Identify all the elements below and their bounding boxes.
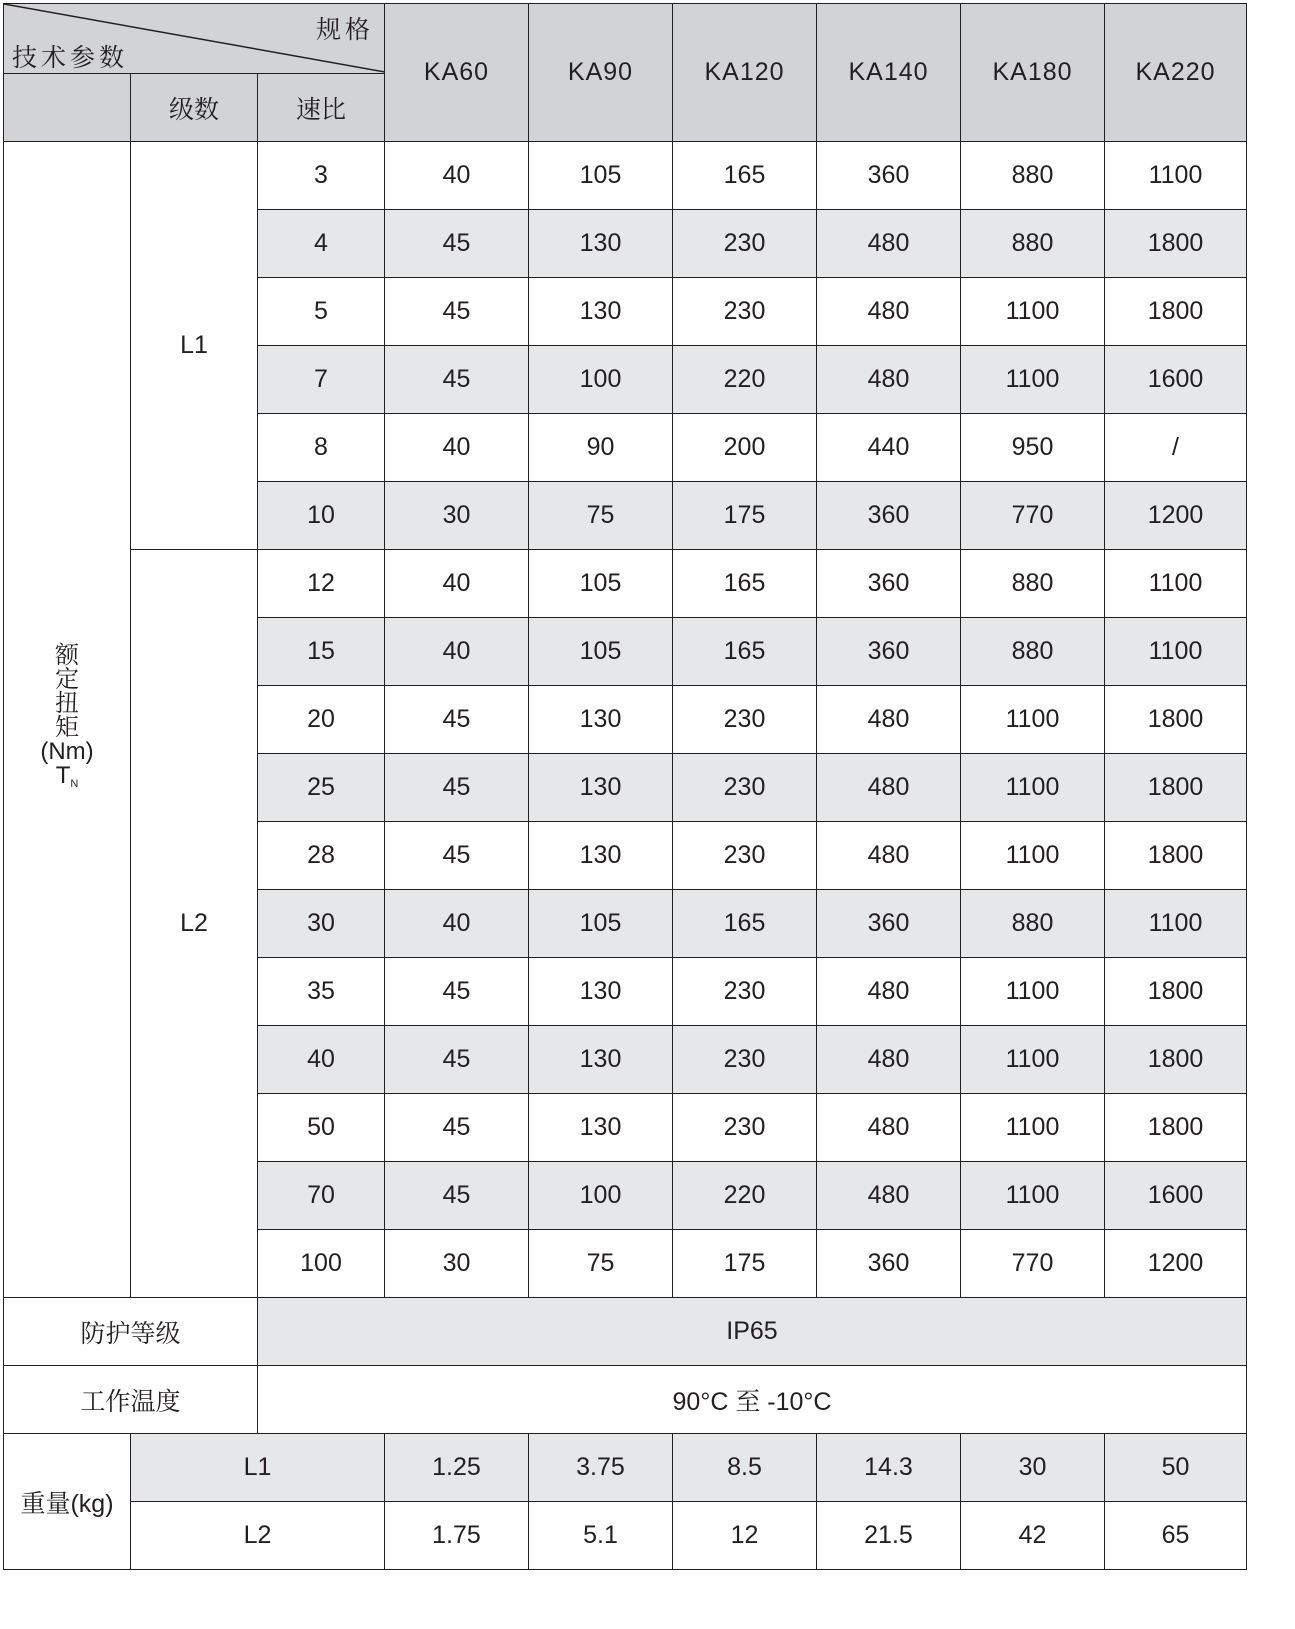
rated-torque-text [40, 641, 94, 796]
torque-value-cell: 480 [817, 1162, 961, 1230]
ratio-header: 速比 [258, 74, 385, 142]
ratio-cell: 50 [258, 1094, 385, 1162]
torque-value-cell: 45 [385, 686, 529, 754]
torque-value-cell: 130 [529, 822, 673, 890]
torque-value-cell: 220 [673, 1162, 817, 1230]
protection-value: IP65 [258, 1298, 1247, 1366]
torque-value-cell: 1100 [961, 754, 1105, 822]
torque-value-cell: 175 [673, 482, 817, 550]
torque-value-cell: 130 [529, 278, 673, 346]
weight-value-cell: 8.5 [673, 1434, 817, 1502]
tech-params-label: 技术参数 [12, 44, 129, 72]
torque-value-cell: 1100 [961, 686, 1105, 754]
temperature-value: 90°C 至 -10°C [258, 1366, 1247, 1434]
ratio-cell: 3 [258, 142, 385, 210]
torque-value-cell: 230 [673, 822, 817, 890]
torque-value-cell: 480 [817, 1094, 961, 1162]
torque-value-cell: 230 [673, 958, 817, 1026]
torque-value-cell: 1800 [1105, 754, 1247, 822]
spec-label: 规格 [315, 16, 374, 44]
torque-symbol-sub: N [70, 777, 79, 790]
torque-label-char: 矩 [55, 713, 79, 741]
table-body [4, 142, 1247, 1570]
torque-value-cell: 1200 [1105, 482, 1247, 550]
weight-value-cell: 12 [673, 1502, 817, 1570]
torque-value-cell: 130 [529, 958, 673, 1026]
stage-cell: L1 [131, 142, 258, 550]
torque-value-cell: 45 [385, 1094, 529, 1162]
torque-value-cell: 480 [817, 278, 961, 346]
weight-row [4, 1434, 1247, 1502]
torque-value-cell: 440 [817, 414, 961, 482]
ratio-cell: 30 [258, 890, 385, 958]
torque-value-cell: 230 [673, 754, 817, 822]
torque-value-cell: 1100 [961, 1026, 1105, 1094]
weight-stage-cell: L1 [131, 1434, 385, 1502]
torque-value-cell: 1800 [1105, 822, 1247, 890]
torque-value-cell: 45 [385, 1162, 529, 1230]
protection-label: 防护等级 [4, 1298, 258, 1366]
ratio-cell: 10 [258, 482, 385, 550]
torque-value-cell: 100 [529, 346, 673, 414]
torque-value-cell: 45 [385, 958, 529, 1026]
torque-value-cell: 360 [817, 618, 961, 686]
torque-value-cell: 1100 [1105, 618, 1247, 686]
torque-value-cell: 45 [385, 278, 529, 346]
torque-label-char: 定 [55, 665, 79, 693]
torque-value-cell: 880 [961, 142, 1105, 210]
weight-row [4, 1502, 1247, 1570]
stage-header: 级数 [131, 74, 258, 142]
torque-value-cell: 45 [385, 346, 529, 414]
torque-value-cell: 45 [385, 754, 529, 822]
ratio-cell: 35 [258, 958, 385, 1026]
corner-cell [4, 4, 385, 74]
torque-value-cell: 130 [529, 1026, 673, 1094]
torque-value-cell: 165 [673, 618, 817, 686]
ratio-cell: 40 [258, 1026, 385, 1094]
torque-value-cell: 1800 [1105, 686, 1247, 754]
torque-value-cell: 1100 [1105, 550, 1247, 618]
torque-value-cell: 130 [529, 210, 673, 278]
weight-value-cell: 42 [961, 1502, 1105, 1570]
torque-value-cell: 40 [385, 414, 529, 482]
weight-stage-cell: L2 [131, 1502, 385, 1570]
torque-value-cell: 230 [673, 1026, 817, 1094]
blank-header-cell [4, 74, 131, 142]
rated-torque-label [4, 142, 131, 1298]
torque-label-char: 额 [55, 641, 79, 669]
model-header: KA60 [385, 4, 529, 142]
weight-value-cell: 1.25 [385, 1434, 529, 1502]
torque-value-cell: 40 [385, 550, 529, 618]
ratio-cell: 8 [258, 414, 385, 482]
torque-value-cell: 45 [385, 1026, 529, 1094]
model-header: KA90 [529, 4, 673, 142]
model-header: KA120 [673, 4, 817, 142]
torque-value-cell: 880 [961, 210, 1105, 278]
ratio-cell: 28 [258, 822, 385, 890]
ratio-cell: 5 [258, 278, 385, 346]
protection-row [4, 1298, 1247, 1366]
torque-value-cell: 880 [961, 618, 1105, 686]
torque-value-cell: 105 [529, 618, 673, 686]
torque-value-cell: 480 [817, 822, 961, 890]
torque-value-cell: 360 [817, 1230, 961, 1298]
torque-value-cell: 480 [817, 958, 961, 1026]
torque-value-cell: 1100 [1105, 142, 1247, 210]
ratio-cell: 100 [258, 1230, 385, 1298]
torque-value-cell: 230 [673, 1094, 817, 1162]
ratio-cell: 7 [258, 346, 385, 414]
ratio-cell: 4 [258, 210, 385, 278]
torque-value-cell: 950 [961, 414, 1105, 482]
weight-value-cell: 1.75 [385, 1502, 529, 1570]
model-header: KA180 [961, 4, 1105, 142]
weight-value-cell: 30 [961, 1434, 1105, 1502]
torque-value-cell: 105 [529, 142, 673, 210]
ratio-cell: 15 [258, 618, 385, 686]
torque-value-cell: 1100 [1105, 890, 1247, 958]
torque-value-cell: 360 [817, 482, 961, 550]
weight-value-cell: 65 [1105, 1502, 1247, 1570]
torque-symbol-main: T [55, 761, 71, 789]
torque-value-cell: 360 [817, 142, 961, 210]
torque-value-cell: 40 [385, 142, 529, 210]
torque-value-cell: 1800 [1105, 958, 1247, 1026]
torque-value-cell: 165 [673, 890, 817, 958]
stage-cell: L2 [131, 550, 258, 1298]
model-header: KA140 [817, 4, 961, 142]
torque-symbol [40, 761, 93, 796]
model-header: KA220 [1105, 4, 1247, 142]
ratio-cell: 25 [258, 754, 385, 822]
torque-value-cell: 165 [673, 142, 817, 210]
torque-value-cell: 360 [817, 550, 961, 618]
weight-value-cell: 21.5 [817, 1502, 961, 1570]
torque-value-cell: 1200 [1105, 1230, 1247, 1298]
torque-value-cell: 1100 [961, 822, 1105, 890]
torque-value-cell: 100 [529, 1162, 673, 1230]
weight-label: 重量(kg) [4, 1434, 131, 1570]
torque-value-cell: 200 [673, 414, 817, 482]
torque-value-cell: 1100 [961, 1162, 1105, 1230]
torque-value-cell: 230 [673, 686, 817, 754]
torque-value-cell: 1100 [961, 1094, 1105, 1162]
torque-value-cell: 105 [529, 890, 673, 958]
torque-value-cell: 165 [673, 550, 817, 618]
temperature-row [4, 1366, 1247, 1434]
torque-value-cell: / [1105, 414, 1247, 482]
torque-value-cell: 130 [529, 686, 673, 754]
table-header [4, 4, 1247, 142]
torque-value-cell: 480 [817, 210, 961, 278]
torque-value-cell: 220 [673, 346, 817, 414]
torque-value-cell: 45 [385, 822, 529, 890]
torque-value-cell: 770 [961, 482, 1105, 550]
torque-value-cell: 75 [529, 482, 673, 550]
torque-value-cell: 90 [529, 414, 673, 482]
table-row [4, 142, 1247, 210]
weight-value-cell: 5.1 [529, 1502, 673, 1570]
torque-value-cell: 880 [961, 890, 1105, 958]
ratio-cell: 20 [258, 686, 385, 754]
torque-value-cell: 1800 [1105, 278, 1247, 346]
weight-value-cell: 14.3 [817, 1434, 961, 1502]
torque-label-char: 扭 [55, 689, 79, 717]
torque-value-cell: 1800 [1105, 1026, 1247, 1094]
torque-value-cell: 880 [961, 550, 1105, 618]
torque-value-cell: 480 [817, 686, 961, 754]
torque-value-cell: 30 [385, 1230, 529, 1298]
weight-value-cell: 50 [1105, 1434, 1247, 1502]
torque-value-cell: 130 [529, 754, 673, 822]
torque-value-cell: 1800 [1105, 1094, 1247, 1162]
torque-value-cell: 1800 [1105, 210, 1247, 278]
torque-value-cell: 230 [673, 278, 817, 346]
torque-value-cell: 1100 [961, 958, 1105, 1026]
torque-value-cell: 360 [817, 890, 961, 958]
ratio-cell: 12 [258, 550, 385, 618]
torque-value-cell: 480 [817, 1026, 961, 1094]
torque-value-cell: 1100 [961, 346, 1105, 414]
weight-value-cell: 3.75 [529, 1434, 673, 1502]
torque-value-cell: 45 [385, 210, 529, 278]
torque-value-cell: 130 [529, 1094, 673, 1162]
ratio-cell: 70 [258, 1162, 385, 1230]
torque-value-cell: 30 [385, 482, 529, 550]
table-row [4, 550, 1247, 618]
torque-value-cell: 105 [529, 550, 673, 618]
torque-unit: (Nm) [40, 737, 94, 765]
torque-value-cell: 480 [817, 346, 961, 414]
torque-value-cell: 1600 [1105, 346, 1247, 414]
torque-value-cell: 1100 [961, 278, 1105, 346]
temperature-label: 工作温度 [4, 1366, 258, 1434]
torque-value-cell: 230 [673, 210, 817, 278]
torque-value-cell: 480 [817, 754, 961, 822]
spec-table [3, 3, 1247, 1570]
torque-value-cell: 75 [529, 1230, 673, 1298]
torque-value-cell: 40 [385, 618, 529, 686]
torque-value-cell: 40 [385, 890, 529, 958]
torque-value-cell: 1600 [1105, 1162, 1247, 1230]
torque-value-cell: 770 [961, 1230, 1105, 1298]
torque-value-cell: 175 [673, 1230, 817, 1298]
